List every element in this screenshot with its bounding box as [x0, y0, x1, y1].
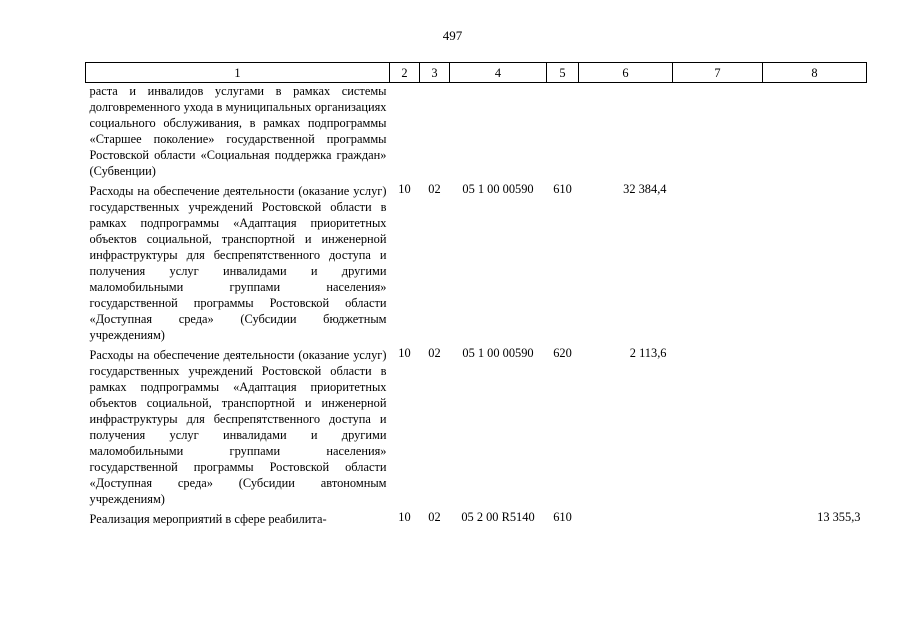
cell-amount-col8 — [763, 179, 867, 343]
cell-expense-type — [547, 83, 579, 180]
table-row — [86, 507, 867, 527]
cell-subsection: 02 — [428, 182, 441, 196]
column-header-8: 8 — [763, 63, 867, 83]
table-row — [86, 83, 867, 180]
column-header-6: 6 — [579, 63, 673, 83]
column-header-5: 5 — [547, 63, 579, 83]
cell-target-article: 05 1 00 00590 — [462, 182, 534, 196]
table-header-row — [86, 63, 867, 83]
cell-target-article: 05 1 00 00590 — [462, 346, 534, 360]
budget-table — [85, 62, 867, 527]
table-row — [86, 179, 867, 343]
cell-section: 10 — [398, 346, 411, 360]
cell-amount-col6: 32 384,4 — [623, 182, 667, 196]
column-header-1: 1 — [86, 63, 390, 83]
cell-section — [390, 83, 420, 180]
cell-section: 10 — [398, 182, 411, 196]
cell-subsection: 02 — [428, 510, 441, 524]
cell-amount-col8 — [763, 83, 867, 180]
cell-amount-col8 — [763, 343, 867, 507]
cell-amount-col8: 13 355,3 — [817, 510, 861, 524]
column-header-3: 3 — [420, 63, 450, 83]
cell-target-article — [450, 83, 547, 180]
cell-amount-col7 — [673, 507, 763, 527]
cell-section: 10 — [398, 510, 411, 524]
cell-amount-col7 — [673, 343, 763, 507]
page-number: 497 — [442, 28, 463, 43]
cell-amount-col7 — [673, 179, 763, 343]
cell-target-article: 05 2 00 R5140 — [461, 510, 535, 524]
row-description: раста и инвалидов услугами в рамках системы долговременного ухода в муниципальных организациях социального обслуживания, в рамках подпрограммы «Старшее поколение» государственной программы Ростовской области «Социальная поддержка граждан» (Субвенции) — [89, 84, 387, 178]
cell-amount-col6 — [579, 507, 673, 527]
column-header-2: 2 — [390, 63, 420, 83]
cell-expense-type: 610 — [553, 510, 572, 524]
row-description: Расходы на обеспечение деятельности (оказание услуг) государственных учреждений Ростовской области в рамках подпрограммы «Адаптация приоритетных объектов социальной, транспортной и инженерной инфраструктуры для беспрепятственного доступа и получения услуг инвалидами и другими маломобильными группами населения» государственной программы Ростовской области «Доступная среда» (Субсидии автономным учреждениям) — [89, 348, 387, 506]
cell-amount-col6 — [579, 83, 673, 180]
row-description: Расходы на обеспечение деятельности (оказание услуг) государственных учреждений Ростовской области в рамках подпрограммы «Адаптация приоритетных объектов социальной, транспортной и инженерной инфраструктуры для беспрепятственного доступа и получения услуг инвалидами и другими маломобильными группами населения» государственной программы Ростовской области «Доступная среда» (Субсидии бюджетным учреждениям) — [89, 184, 387, 342]
cell-amount-col6: 2 113,6 — [629, 346, 667, 360]
cell-expense-type: 610 — [553, 182, 572, 196]
row-description: Реализация мероприятий в сфере реабилита- — [89, 512, 327, 526]
table-row — [86, 343, 867, 507]
cell-subsection: 02 — [428, 346, 441, 360]
cell-expense-type: 620 — [553, 346, 572, 360]
cell-subsection — [420, 83, 450, 180]
column-header-4: 4 — [450, 63, 547, 83]
cell-amount-col7 — [673, 83, 763, 180]
column-header-7: 7 — [673, 63, 763, 83]
